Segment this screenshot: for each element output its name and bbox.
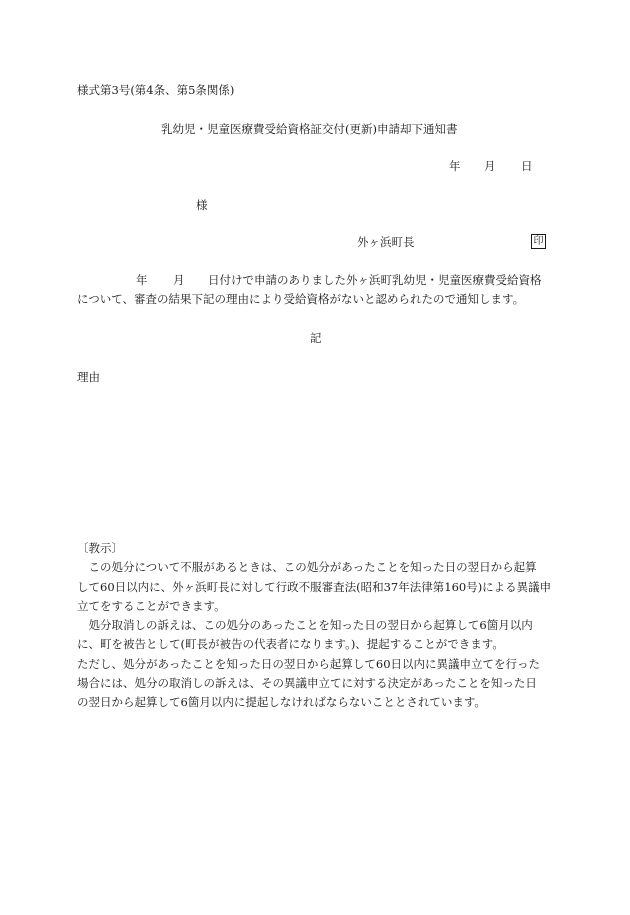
date-day-label: 日 (521, 159, 533, 173)
body-month-label: 月 (173, 273, 185, 287)
instruction-heading: 〔教示〕 (77, 541, 123, 555)
instruction-line: 処分取消しの訴えは、この処分のあったことを知った日の翌日から起算して6箇月以内 (77, 618, 533, 633)
instruction-line: の翌日から起算して6箇月以内に提起しなければならないこととされています。 (77, 695, 486, 710)
instruction-line: 場合には、処分の取消しの訴えは、その異議申立てに対する決定があったことを知った日 (77, 676, 537, 691)
issuer-name: 外ヶ浜町長 (357, 235, 415, 249)
ki-heading: 記 (310, 331, 322, 345)
body-text-line-1: 日付けで申請のありました外ヶ浜町乳幼児・児童医療費受給資格 (208, 273, 542, 287)
body-text-line-2: について、審査の結果下記の理由により受給資格がないと認められたので通知します。 (77, 292, 525, 306)
form-number: 様式第3号(第4条、第5条関係) (77, 83, 235, 97)
seal-stamp: 印 (531, 234, 546, 249)
date-year-label: 年 (449, 159, 461, 173)
recipient-honorific: 様 (196, 198, 208, 212)
instruction-section (77, 539, 563, 713)
reason-label: 理由 (77, 370, 100, 384)
instruction-line: ただし、処分があったことを知った日の翌日から起算して60日以内に異議申立てを行った (77, 656, 541, 671)
body-year-label: 年 (136, 273, 148, 287)
document-title: 乳幼児・児童医療費受給資格証交付(更新)申請却下通知書 (161, 122, 458, 136)
instruction-line: に、町を被告として(町長が被告の代表者になります。)、提起することができます。 (77, 637, 504, 652)
instruction-line: して60日以内に、外ヶ浜町長に対して行政不服審査法(昭和37年法律第160号)による異議申 (77, 579, 552, 594)
instruction-line: 立てをすることができます。 (77, 598, 226, 613)
instruction-line: この処分について不服があるときは、この処分があったことを知った日の翌日から起算 (77, 560, 537, 575)
date-month-label: 月 (484, 159, 496, 173)
